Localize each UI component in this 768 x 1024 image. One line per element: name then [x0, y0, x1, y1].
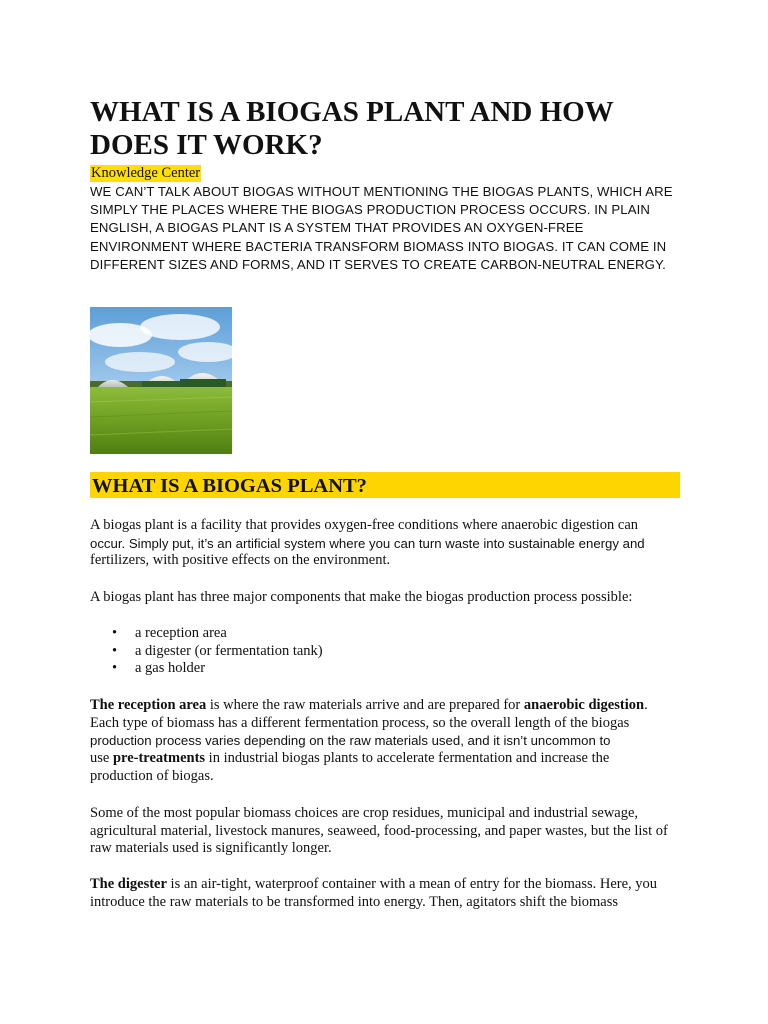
- bullet-icon: •: [112, 660, 118, 677]
- category-tag: Knowledge Center: [91, 165, 201, 181]
- bold-term: The digester: [90, 876, 167, 892]
- paragraph-line: [90, 750, 690, 768]
- paragraph-components: A biogas plant has three major components that make the biogas production process possible:: [90, 589, 633, 605]
- text-run: .: [644, 697, 648, 713]
- list-item: [90, 625, 650, 643]
- paragraph-line: [90, 697, 690, 715]
- paragraph-line: Each type of biomass has a different fermentation process, so the overall length of the biogas: [90, 714, 630, 731]
- paragraph-reception-area: [90, 697, 690, 786]
- paragraph-definition: [90, 517, 690, 570]
- bullet-icon: •: [112, 642, 118, 659]
- biogas-plant-photo: [90, 307, 232, 454]
- paragraph-line: A biogas plant is a facility that provides oxygen-free conditions where anaerobic digestion can: [90, 517, 639, 533]
- list-item: [90, 660, 650, 678]
- bullet-icon: •: [112, 625, 118, 641]
- text-run: use: [90, 750, 113, 767]
- bold-term: anaerobic digestion: [523, 697, 645, 713]
- list-item-text: a gas holder: [135, 660, 206, 677]
- text-run: is an air-tight, waterproof container with a mean of entry for the biomass. Here, you introduce the raw materials to be transformed into energy. Then, agitators shift the biomass: [90, 876, 658, 910]
- page-title: WHAT IS A BIOGAS PLANT AND HOW DOES IT WORK?: [90, 96, 614, 161]
- bold-term: The reception area: [90, 697, 207, 713]
- bold-term: pre-treatments: [112, 750, 206, 767]
- section-heading: WHAT IS A BIOGAS PLANT?: [92, 475, 367, 497]
- intro-paragraph: WE CAN’T TALK ABOUT BIOGAS WITHOUT MENTIONING THE BIOGAS PLANTS, WHICH ARE SIMPLY THE PLACES WHERE THE BIOGAS PRODUCTION PROCESS OCCURS. IN PLAIN ENGLISH, A BIOGAS PLANT IS A SYSTEM THAT PROVIDES AN OXYGEN-FREE ENVIRONMENT WHERE BACTERIA TRANSFORM BIOMASS INTO BIOGAS. IT CAN COME IN DIFFERENT SIZES AND FORMS, AND IT SERVES TO CREATE CARBON-NEUTRAL ENERGY.: [90, 184, 673, 272]
- paragraph-line: fertilizers, with positive effects on the environment.: [90, 552, 391, 569]
- list-item-text: a reception area: [135, 625, 227, 641]
- list-item-text: a digester (or fermentation tank): [135, 642, 323, 659]
- paragraph-biomass: Some of the most popular biomass choices are crop residues, municipal and industrial sewage, agricultural material, livestock manures, seaweed, food-processing, and paper wastes, but the list of raw materials used is significantly longer.: [90, 805, 668, 857]
- paragraph-line: production of biogas.: [90, 767, 214, 784]
- text-run: in industrial biogas plants to accelerate fermentation and increase the: [205, 750, 610, 767]
- paragraph-line: occur. Simply put, it’s an artificial system where you can turn waste into sustainable energy and: [90, 535, 645, 551]
- text-run: is where the raw materials arrive and are prepared for: [206, 697, 524, 713]
- component-list: [90, 625, 650, 678]
- paragraph-digester: [90, 876, 690, 911]
- paragraph-line: production process varies depending on the raw materials used, and it isn’t uncommon to: [90, 733, 611, 749]
- list-item: [90, 643, 650, 661]
